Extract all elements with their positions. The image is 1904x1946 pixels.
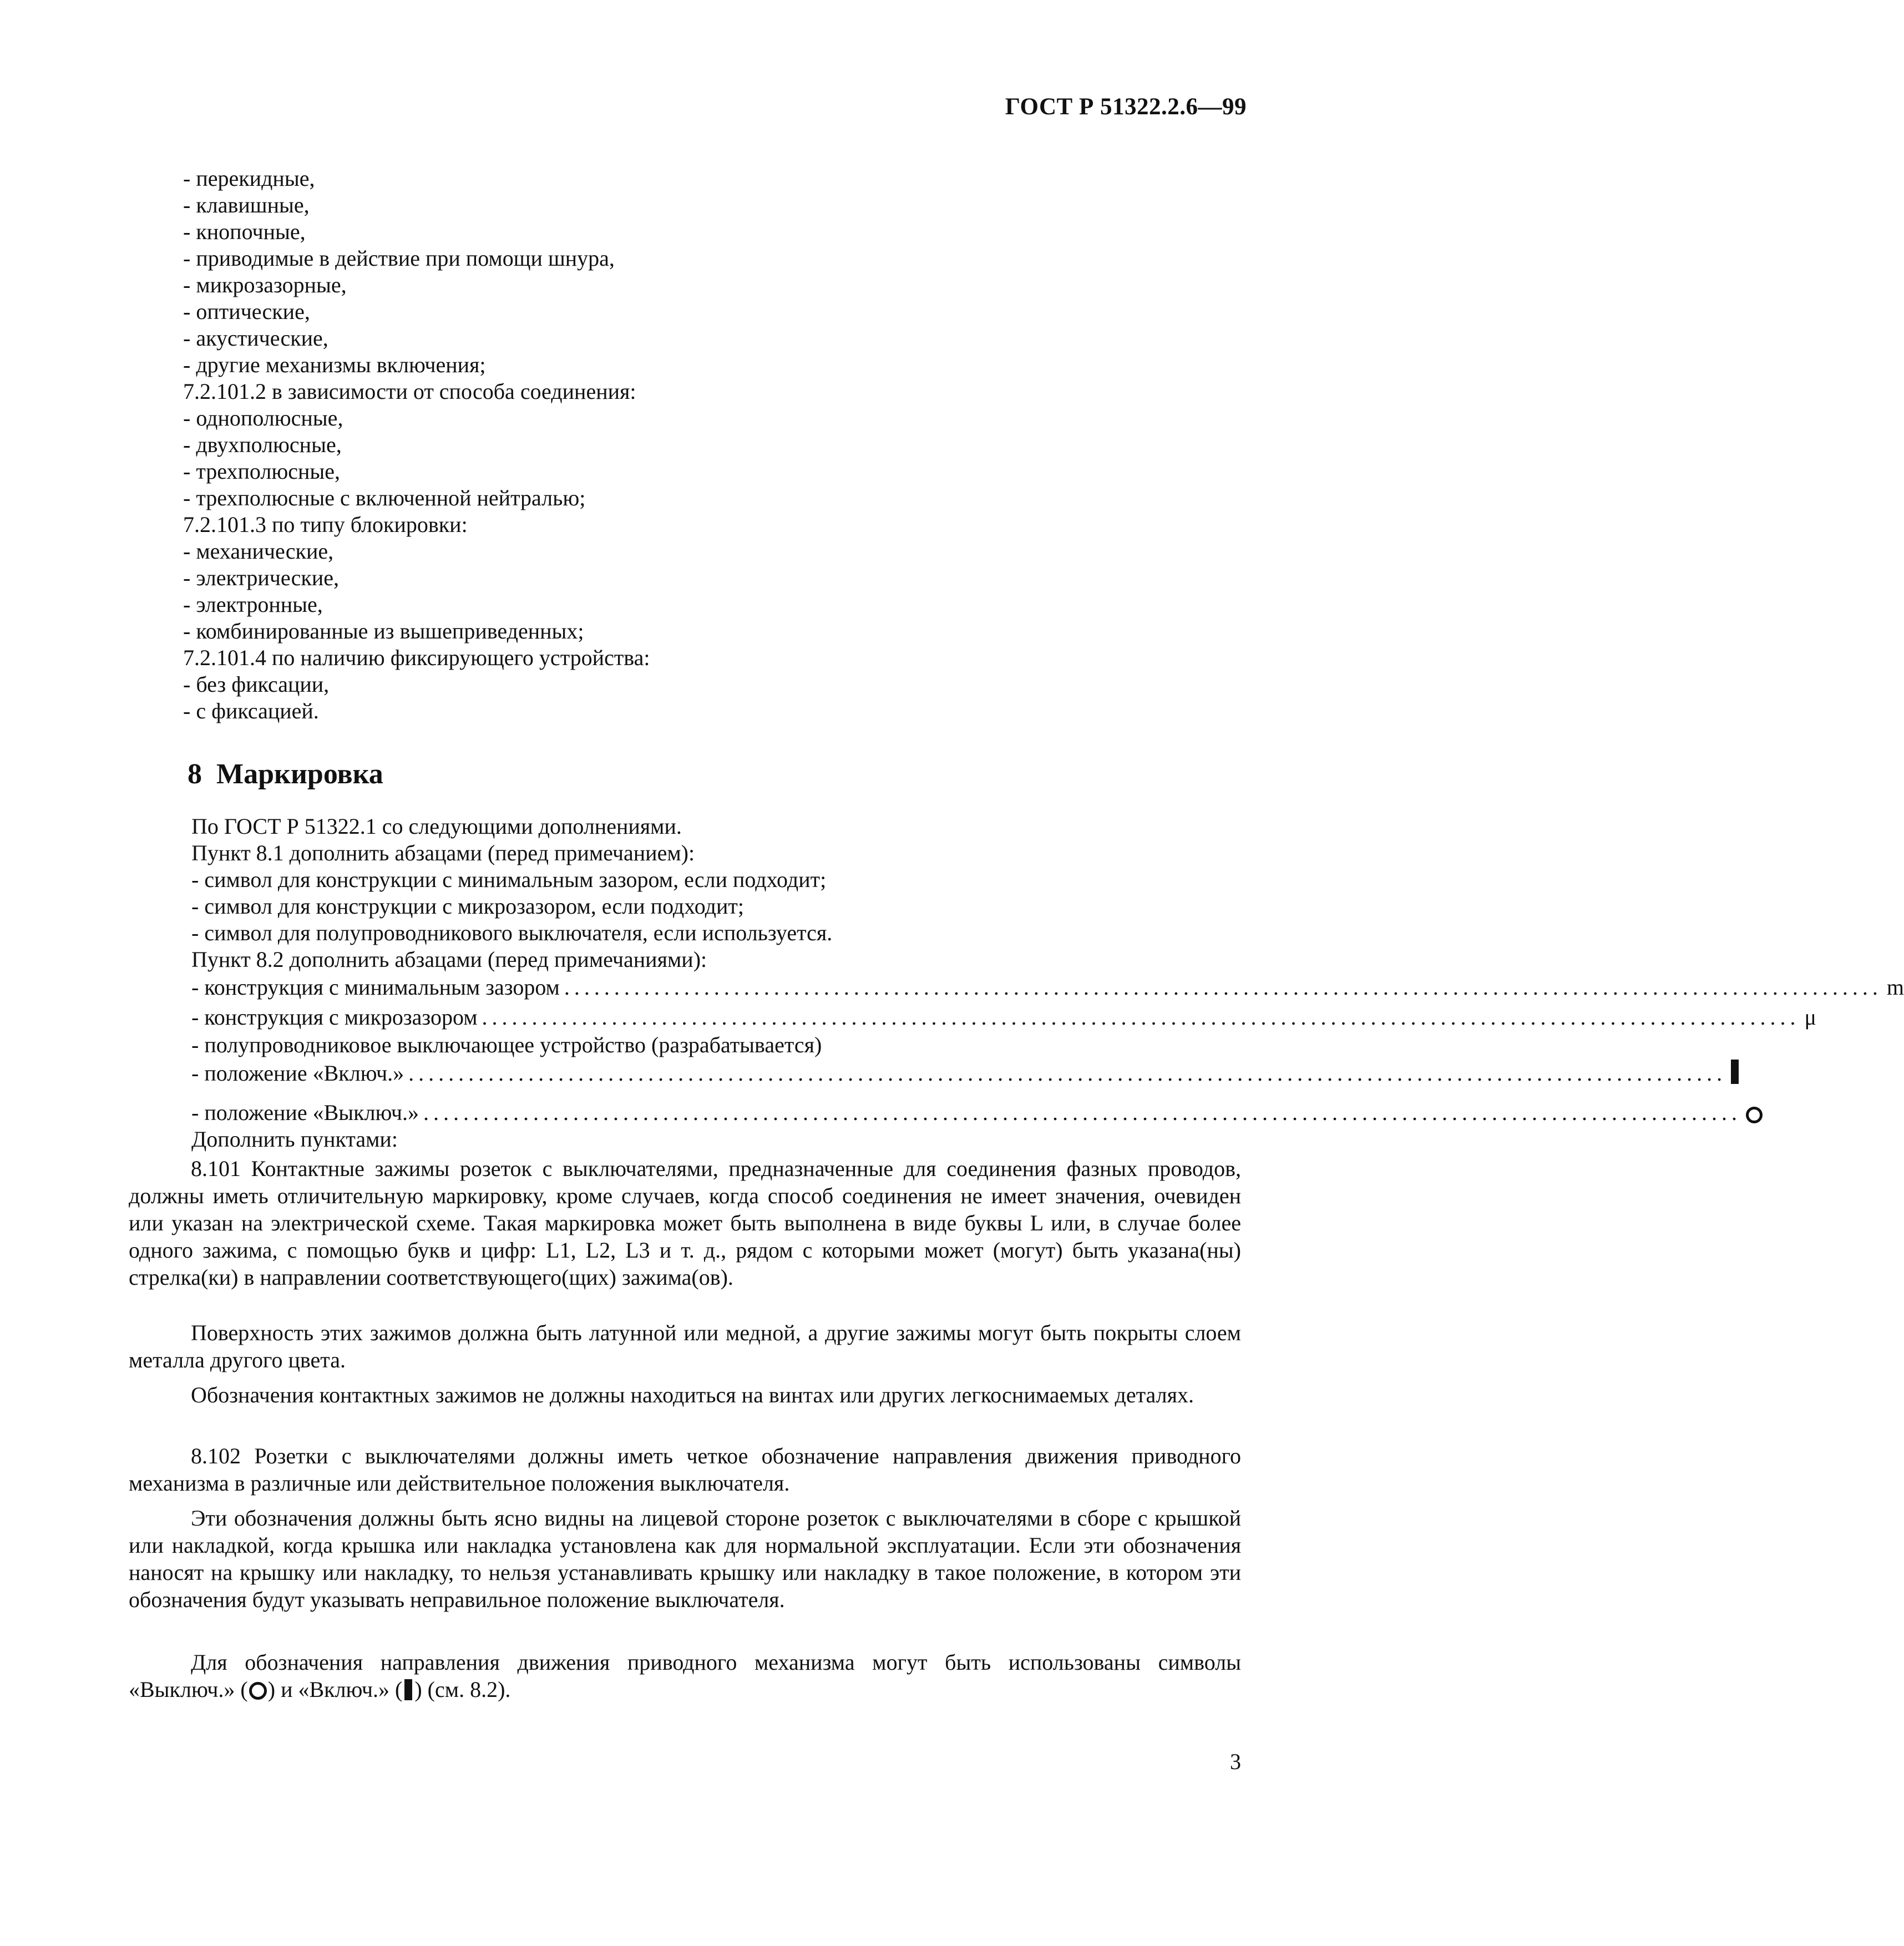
symbols-text-a: Для обозначения направления движения приводного механизма могут быть использованы символы «Выключ.» ( — [129, 1650, 1241, 1702]
paragraph-8-101: 8.101 Контактные зажимы розеток с выключателями, предназначенные для соединения фазных проводов, должны иметь отличительную маркировку, кроме случаев, когда способ соединения не имеет значения, очевиден или указан на электрической схеме. Такая маркировка может быть выполнена в виде буквы L или, в случае более одного зажима, с помощью букв и цифр: L1, L2, L3 и т. д., рядом с которыми может (могут) быть указана(ны) стрелка(ки) в направлении соответствующего(щих) зажима(ов). — [129, 1156, 1241, 1290]
classification-list — [183, 165, 1226, 724]
list-item: - трехполюсные с включенной нейтралью; — [183, 485, 586, 510]
list-item: - двухполюсные, — [183, 432, 342, 457]
marking-intro — [191, 813, 1234, 973]
symbol-row-label: - конструкция с минимальным зазором — [191, 975, 560, 1000]
list-item: - комбинированные из вышеприведенных; — [183, 619, 584, 643]
list-item: - клавишные, — [183, 192, 310, 217]
symbols-text-c: ) (см. 8.2). — [414, 1677, 511, 1702]
symbol-row-label: - положение «Выключ.» — [191, 1100, 419, 1125]
clause-heading: 7.2.101.3 по типу блокировки: — [183, 512, 468, 537]
list-item: - электронные, — [183, 592, 323, 617]
list-item: - однополюсные, — [183, 406, 343, 430]
list-item: - другие механизмы включения; — [183, 352, 486, 377]
symbol-row-off — [191, 1099, 1742, 1126]
document-code-header: ГОСТ Р 51322.2.6—99 — [1005, 94, 1247, 120]
intro-line: Пункт 8.1 дополнить абзацами (перед примечанием): — [191, 840, 695, 865]
dot-leader: .................................................................................................................................... — [408, 1061, 1727, 1086]
section-title: Маркировка — [216, 758, 383, 790]
paragraph-symbols — [129, 1649, 1241, 1703]
off-circle-icon — [249, 1682, 267, 1700]
symbol-row-label: - конструкция с микрозазором — [191, 1005, 478, 1030]
list-item: - кнопочные, — [183, 219, 306, 244]
symbol-row-label: - полупроводниковое выключающее устройство (разрабатывается) — [191, 1032, 822, 1057]
supplement-label: Дополнить пунктами: — [191, 1127, 398, 1152]
list-item: - приводимые в действие при помощи шнура, — [183, 246, 615, 271]
paragraph-surface: Поверхность этих зажимов должна быть латунной или медной, а другие зажимы могут быть покрыты слоем металла другого цвета. — [129, 1320, 1241, 1372]
section-heading — [188, 758, 383, 791]
list-item: - без фиксации, — [183, 672, 330, 697]
symbol-row-on — [191, 1060, 1727, 1087]
symbols-text-b: ) и «Включ.» ( — [267, 1677, 403, 1702]
intro-line: - символ для конструкции с минимальным зазором, если подходит; — [191, 867, 827, 892]
clause-heading: 7.2.101.2 в зависимости от способа соединения: — [183, 379, 636, 404]
intro-line: По ГОСТ Р 51322.1 со следующими дополнениями. — [191, 814, 682, 839]
dot-leader: .................................................................................................................................... — [423, 1100, 1742, 1125]
symbol-row-label: - положение «Включ.» — [191, 1061, 404, 1086]
min-gap-symbol: m — [1886, 975, 1904, 1000]
section-number: 8 — [188, 758, 202, 790]
dot-leader: .................................................................................................................................... — [482, 1005, 1800, 1030]
symbol-row-micro-gap — [191, 1004, 1816, 1031]
list-item: - электрические, — [183, 565, 339, 590]
paragraph-visible: Эти обозначения должны быть ясно видны на лицевой стороне розеток с выключателями в сборе с крышкой или накладкой, когда крышка или накладка установлена как для нормальной эксплуатации. Если эти обозначения наносят на крышку или накладку, то нельзя устанавливать крышку или накладку в такое положение, в котором эти обозначения будут указывать неправильное положение выключателя. — [129, 1506, 1241, 1612]
list-item: - с фиксацией. — [183, 698, 319, 723]
list-item: - акустические, — [183, 326, 328, 351]
intro-line: Пункт 8.2 дополнить абзацами (перед примечаниями): — [191, 947, 707, 972]
paragraph-8-102: 8.102 Розетки с выключателями должны иметь четкое обозначение направления движения приводного механизма в различные или действительное положения выключателя. — [129, 1443, 1241, 1496]
on-bar-icon — [404, 1679, 412, 1700]
intro-line: - символ для полупроводникового выключателя, если используется. — [191, 920, 833, 945]
intro-line: - символ для конструкции с микрозазором, если подходит; — [191, 894, 744, 919]
off-symbol-icon — [1746, 1099, 1763, 1126]
dot-leader: .................................................................................................................................... — [564, 975, 1882, 1000]
micro-gap-symbol: μ — [1804, 1005, 1816, 1030]
list-item: - механические, — [183, 539, 334, 564]
list-item: - оптические, — [183, 299, 310, 324]
on-symbol-icon — [1731, 1060, 1739, 1087]
list-item: - трехполюсные, — [183, 459, 341, 484]
clause-heading: 7.2.101.4 по наличию фиксирующего устройства: — [183, 645, 650, 670]
list-item: - микрозазорные, — [183, 272, 347, 297]
list-item: - перекидные, — [183, 166, 315, 191]
supplement-label-block — [191, 1126, 1234, 1153]
symbol-row-min-gap — [191, 974, 1904, 1001]
symbol-row-semiconductor — [191, 1032, 1245, 1058]
paragraph-designation: Обозначения контактных зажимов не должны находиться на винтах или других легкоснимаемых деталях. — [191, 1382, 1194, 1407]
page-number: 3 — [1230, 1749, 1241, 1774]
